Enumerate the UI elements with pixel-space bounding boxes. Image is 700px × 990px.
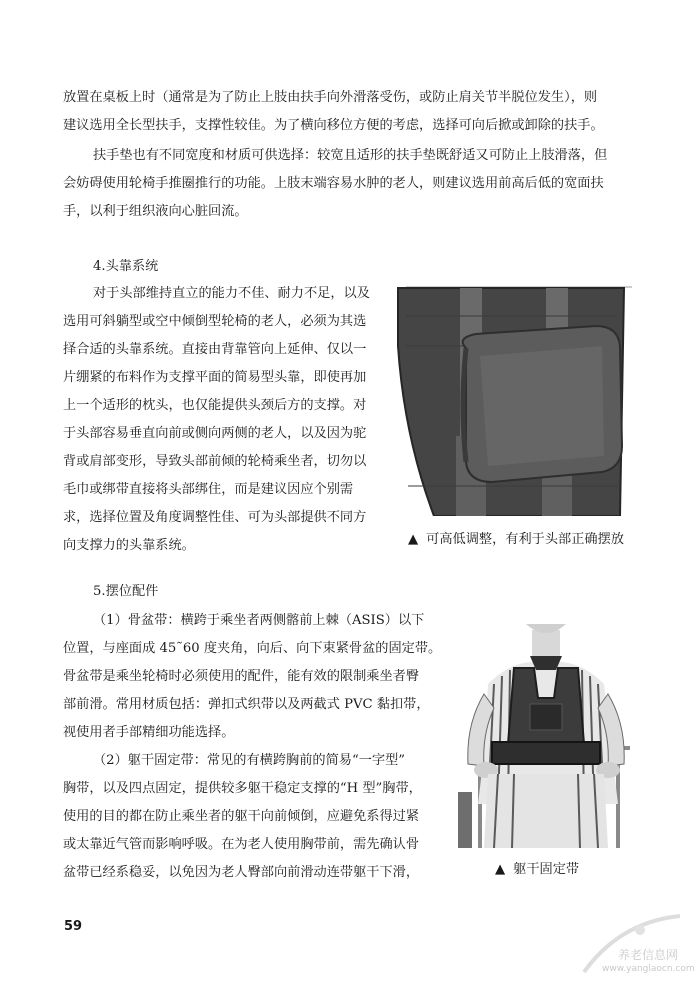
section-5-line-1: （1）骨盆带：横跨于乘坐者两侧髂前上棘（ASIS）以下 [93, 613, 425, 628]
section-4-line-3: 择合适的头靠系统。直接由背靠管向上延伸、仅以一 [63, 342, 367, 357]
intro-line-1: 放置在桌板上时（通常是为了防止上肢由扶手向外滑落受伤，或防止肩关节半脱位发生），则 [63, 90, 598, 105]
trunk-belt-caption [495, 860, 579, 880]
triangle-marker-icon: ▲ [408, 532, 419, 547]
trunk-belt-photo [458, 624, 634, 848]
section-5-line-4: 部前滑。常用材质包括：弹扣式织带以及两截式 PVC 黏扣带， [63, 697, 430, 712]
headrest-caption [408, 530, 624, 550]
headrest-photo [396, 286, 632, 516]
section-5-line-10: 盆带已经系稳妥，以免因为老人臀部向前滑动连带躯干下滑， [63, 865, 420, 880]
trunk-belt-caption-text: 躯干固定带 [513, 862, 580, 877]
section-4-line-10: 向支撑力的头靠系统。 [63, 538, 195, 553]
intro-line-4: 会妨碍使用轮椅手推圈推行的功能。上肢末端容易水肿的老人，则建议选用前高后低的宽面扶 [63, 176, 604, 191]
section-5-line-7: 胸带，以及四点固定，提供较多躯干稳定支撑的“H 型”胸带， [63, 781, 422, 796]
section-4-line-6: 于头部容易垂直向前或侧向两侧的老人，以及因为驼 [63, 426, 367, 441]
section-4-line-2: 选用可斜躺型或空中倾倒型轮椅的老人，必须为其选 [63, 314, 367, 329]
section-4-line-8: 毛巾或绑带直接将头部绑住，而是建议因应个别需 [63, 482, 354, 497]
section-5-line-8: 使用的目的都在防止乘坐者的躯干向前倾倒，应避免系得过紧 [63, 809, 420, 824]
section-5-line-2: 位置，与座面成 45˜60 度夹角，向后、向下束紧骨盆的固定带。 [63, 641, 442, 656]
watermark-title: 养老信息网 [618, 948, 679, 962]
intro-line-2: 建议选用全长型扶手，支撑性较佳。为了横向移位方便的考虑，选择可向后掀或卸除的扶手。 [63, 118, 604, 133]
section-5-line-5: 视使用者手部精细功能选择。 [63, 725, 235, 740]
headrest-caption-text: 可高低调整，有利于头部正确摆放 [426, 532, 624, 547]
section-5-line-9: 或太靠近气管而影响呼吸。在为老人使用胸带前，需先确认骨 [63, 837, 420, 852]
section-4-line-1: 对于头部维持直立的能力不佳、耐力不足，以及 [93, 286, 370, 301]
section-4-heading: 4.头靠系统 [93, 259, 159, 274]
section-4-line-5: 上一个适形的枕头，也仅能提供头颈后方的支撑。对 [63, 398, 367, 413]
section-5-line-6: （2）躯干固定带：常见的有横跨胸前的简易“一字型” [93, 753, 405, 768]
section-4-line-7: 背或肩部变形，导致头部前倾的轮椅乘坐者，切勿以 [63, 454, 367, 469]
page-number: 59 [64, 919, 83, 934]
triangle-marker-icon: ▲ [495, 862, 506, 877]
watermark-url: www.yanglaocn.com [602, 964, 695, 974]
intro-line-3: 扶手垫也有不同宽度和材质可供选择：较宽且适形的扶手垫既舒适又可防止上肢滑落，但 [93, 148, 608, 163]
watermark [580, 912, 695, 980]
section-5-heading: 5.摆位配件 [93, 584, 159, 599]
intro-line-5: 手，以利于组织液向心脏回流。 [63, 204, 248, 219]
section-5-line-3: 骨盆带是乘坐轮椅时必须使用的配件，能有效的限制乘坐者臀 [63, 669, 420, 684]
section-4-line-9: 求，选择位置及角度调整性佳、可为头部提供不同方 [63, 510, 367, 525]
section-4-line-4: 片绷紧的布料作为支撑平面的简易型头靠，即使再加 [63, 370, 367, 385]
